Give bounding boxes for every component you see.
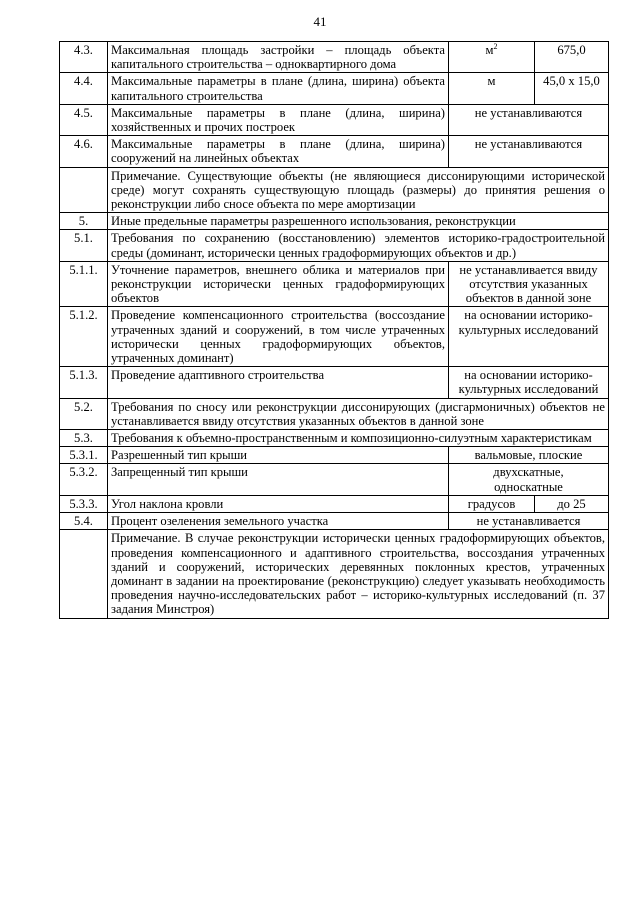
table-row	[60, 42, 609, 73]
row-description: Проведение компенсационного строительства (воссоздание утраченных зданий и сооружений, в том числе утраченных исторически ценных градоформирующих объектов, утраченных доминант)	[108, 307, 449, 367]
value-cell: на основании историко-культурных исследований	[449, 307, 609, 367]
table-row	[60, 261, 609, 307]
table-row	[60, 167, 609, 213]
value-cell: вальмовые, плоские	[449, 447, 609, 464]
row-description: Требования по сохранению (восстановлению) элементов историко-градостроительной среды (доминант, исторически ценных градоформирующих объектов и др.)	[108, 230, 609, 261]
row-description: Максимальные параметры в плане (длина, ширина) сооружений на линейных объектах	[108, 136, 449, 167]
row-number: 4.4.	[60, 73, 108, 104]
parameters-table	[59, 41, 609, 619]
unit-superscript: 2	[493, 41, 498, 51]
row-description: Запрещенный тип крыши	[108, 464, 449, 495]
value-cell: не устанавливаются	[449, 136, 609, 167]
value-cell: не устанавливается	[449, 513, 609, 530]
row-description: Процент озеленения земельного участка	[108, 513, 449, 530]
row-number: 5.1.2.	[60, 307, 108, 367]
row-description: Требования к объемно-пространственным и композиционно-силуэтным характеристикам	[108, 430, 609, 447]
unit-cell: м	[449, 73, 535, 104]
value-cell: 675,0	[535, 42, 609, 73]
row-description: Иные предельные параметры разрешенного использования, реконструкции	[108, 213, 609, 230]
table-row	[60, 430, 609, 447]
row-description: Требования по сносу или реконструкции диссонирующих (дисгармоничных) объектов не устанавливается ввиду отсутствия указанных объектов в данной зоне	[108, 398, 609, 429]
row-number: 5.3.	[60, 430, 108, 447]
value-cell: 45,0 х 15,0	[535, 73, 609, 104]
table-row	[60, 136, 609, 167]
table-row	[60, 213, 609, 230]
value-cell: на основании историко-культурных исследований	[449, 367, 609, 398]
table-row	[60, 447, 609, 464]
note-text: Примечание. Существующие объекты (не являющиеся диссонирующими исторической среде) могут сохранять существующую площадь (размеры) до принятия решения о реконструкции либо сносе объекта по мере амортизации	[108, 167, 609, 213]
row-number: 5.3.2.	[60, 464, 108, 495]
row-description: Максимальные параметры в плане (длина, ширина) хозяйственных и прочих построек	[108, 104, 449, 135]
row-number: 5.4.	[60, 513, 108, 530]
table-row	[60, 307, 609, 367]
value-cell: не устанавливаются	[449, 104, 609, 135]
row-number: 4.3.	[60, 42, 108, 73]
row-number: 4.6.	[60, 136, 108, 167]
row-description: Максимальные параметры в плане (длина, ширина) объекта капитального строительства	[108, 73, 449, 104]
table-row	[60, 230, 609, 261]
table-row	[60, 367, 609, 398]
value-cell: не устанавливается ввиду отсутствия указанных объектов в данной зоне	[449, 261, 609, 307]
table-row	[60, 398, 609, 429]
value-cell: до 25	[535, 495, 609, 512]
table-row	[60, 530, 609, 618]
row-number: 5.3.1.	[60, 447, 108, 464]
table-row	[60, 495, 609, 512]
row-description: Уточнение параметров, внешнего облика и материалов при реконструкции исторически ценных градоформирующих объектов	[108, 261, 449, 307]
row-number: 5.1.3.	[60, 367, 108, 398]
table-row	[60, 73, 609, 104]
row-number: 5.1.	[60, 230, 108, 261]
unit-cell	[449, 42, 535, 73]
unit-cell: градусов	[449, 495, 535, 512]
value-cell: двухскатные, односкатные	[449, 464, 609, 495]
row-number: 5.1.1.	[60, 261, 108, 307]
unit: м	[485, 43, 494, 57]
row-number: 5.3.3.	[60, 495, 108, 512]
row-description: Разрешенный тип крыши	[108, 447, 449, 464]
note-text: Примечание. В случае реконструкции исторически ценных градоформирующих объектов, проведения компенсационного и адаптивного строительства, воссоздания утраченных зданий и сооружений, исторических деревянных поклонных крестов, утраченных доминант в задании на проектирование (реконструкцию) следует указывать необходимость проведения научно-исследовательских работ – историко-культурных исследований (п. 37 задания Минстроя)	[108, 530, 609, 618]
row-number	[60, 167, 108, 213]
row-number: 4.5.	[60, 104, 108, 135]
row-description: Максимальная площадь застройки – площадь объекта капитального строительства – одноквартирного дома	[108, 42, 449, 73]
row-description: Проведение адаптивного строительства	[108, 367, 449, 398]
table-row	[60, 464, 609, 495]
row-number	[60, 530, 108, 618]
table-row	[60, 104, 609, 135]
row-number: 5.2.	[60, 398, 108, 429]
table-row	[60, 513, 609, 530]
row-number: 5.	[60, 213, 108, 230]
page-number: 41	[313, 14, 327, 29]
row-description: Угол наклона кровли	[108, 495, 449, 512]
